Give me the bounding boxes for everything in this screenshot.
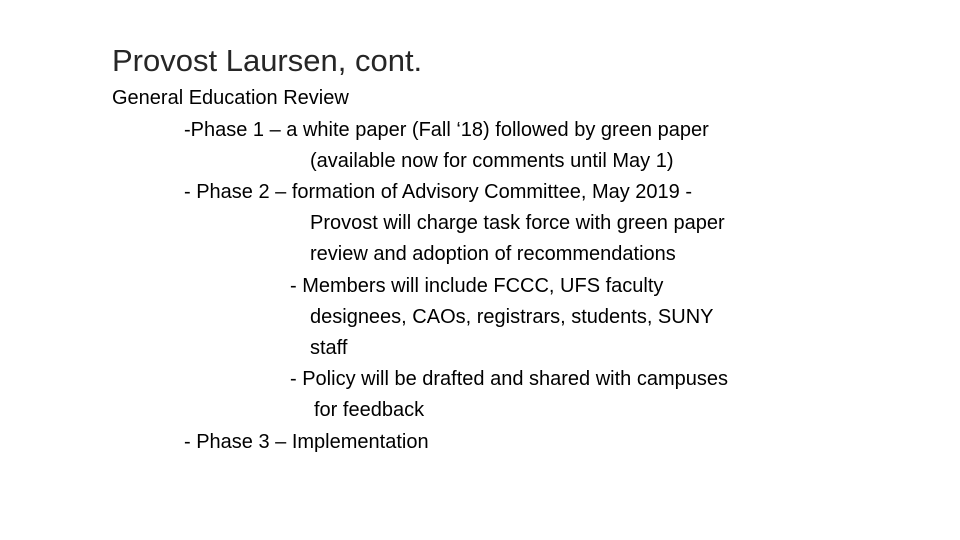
slide-title: Provost Laursen, cont. [112,43,423,78]
body-line-phase-2: - Phase 2 – formation of Advisory Committee, May 2019 - [184,181,692,203]
body-line-members-cont-2: staff [310,337,348,359]
body-line-phase-2-cont-2: review and adoption of recommendations [310,243,676,265]
body-line-phase-3: - Phase 3 – Implementation [184,431,429,453]
body-line-phase-1-cont: (available now for comments until May 1) [310,150,674,172]
body-line-members: - Members will include FCCC, UFS faculty [290,275,664,297]
body-line-phase-1: -Phase 1 – a white paper (Fall ‘18) followed by green paper [184,119,709,141]
body-line-phase-2-cont-1: Provost will charge task force with green paper [310,212,725,234]
body-line-heading: General Education Review [112,87,349,109]
body-line-members-cont-1: designees, CAOs, registrars, students, SUNY [310,306,714,328]
body-line-policy-cont: for feedback [314,399,425,421]
body-line-policy: - Policy will be drafted and shared with campuses [290,368,728,390]
